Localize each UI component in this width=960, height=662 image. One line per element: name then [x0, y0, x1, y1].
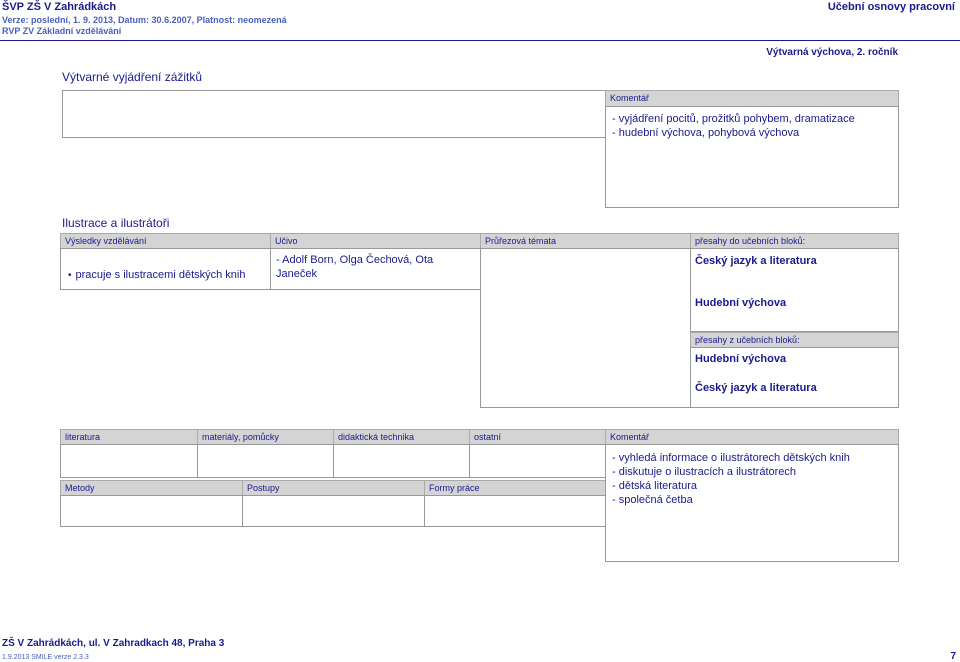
footer-version: 1.9.2013 SMILE verze 2.3.3 — [2, 654, 89, 661]
section2-title: Ilustrace a ilustrátoři — [62, 216, 170, 230]
ostatni-cell — [469, 444, 606, 478]
section3-comment-line-3: - dětská literatura — [612, 480, 697, 492]
footer-school: ZŠ V Zahrádkách, ul. V Zahradkach 48, Praha 3 — [2, 638, 225, 649]
page-number: 7 — [950, 651, 956, 662]
prurezova-cell — [480, 248, 691, 408]
header-formy: Formy práce — [424, 480, 606, 496]
vysledek-text: pracuje s ilustracemi dětských knih — [75, 269, 246, 281]
presahy-do-item-2: Hudební výchova — [695, 297, 787, 309]
header-literatura: literatura — [60, 429, 198, 445]
header-metody: Metody — [60, 480, 243, 496]
header-rule — [0, 40, 960, 41]
header-postupy: Postupy — [242, 480, 425, 496]
header-ostatni: ostatní — [469, 429, 606, 445]
bullet-icon: • — [68, 270, 72, 281]
section3-comment-line-4: - společná četba — [612, 494, 693, 506]
vysledek-item — [68, 268, 245, 283]
section1-comment-line-2: - hudební výchova, pohybová výchova — [612, 127, 800, 139]
metody-cell — [60, 495, 243, 527]
section1-left-box — [62, 90, 606, 138]
technika-cell — [333, 444, 470, 478]
presahy-z-item-1: Hudební výchova — [695, 353, 787, 365]
ucivo-line-2: Janeček — [276, 268, 317, 280]
header-rvp: RVP ZV Základní vzdělávání — [2, 26, 122, 36]
ucivo-line-1: - Adolf Born, Olga Čechová, Ota — [276, 254, 434, 266]
section1-title: Výtvarné vyjádření zážitků — [62, 70, 203, 84]
section3-comment-line-2: - diskutuje o ilustracích a ilustrátorech — [612, 466, 797, 478]
header-materialy: materiály, pomůcky — [197, 429, 334, 445]
header-vysledky: Výsledky vzdělávání — [60, 233, 271, 249]
header-komentar: Komentář — [605, 429, 899, 445]
header-school: ŠVP ZŠ V Zahrádkách — [2, 1, 117, 13]
header-technika: didaktická technika — [333, 429, 470, 445]
header-prurezova: Průřezová témata — [480, 233, 691, 249]
postupy-cell — [242, 495, 425, 527]
header-right-title: Učební osnovy pracovní — [827, 1, 955, 13]
presahy-z-item-2: Český jazyk a literatura — [695, 382, 817, 394]
section1-comment-line-1: - vyjádření pocitů, prožitků pohybem, dramatizace — [612, 113, 855, 125]
subject-title: Výtvarná výchova, 2. ročník — [766, 47, 898, 58]
section3-comment-line-1: - vyhledá informace o ilustrátorech dětských knih — [612, 452, 850, 464]
header-ucivo: Učivo — [270, 233, 481, 249]
materialy-cell — [197, 444, 334, 478]
header-presahy-do: přesahy do učebních bloků: — [690, 233, 899, 249]
literatura-cell — [60, 444, 198, 478]
header-presahy-z: přesahy z učebních bloků: — [690, 332, 899, 348]
formy-cell — [424, 495, 606, 527]
section1-comment-header: Komentář — [605, 90, 899, 107]
presahy-do-item-1: Český jazyk a literatura — [695, 255, 817, 267]
header-meta: Verze: poslední, 1. 9. 2013, Datum: 30.6.2007, Platnost: neomezená — [2, 15, 287, 25]
